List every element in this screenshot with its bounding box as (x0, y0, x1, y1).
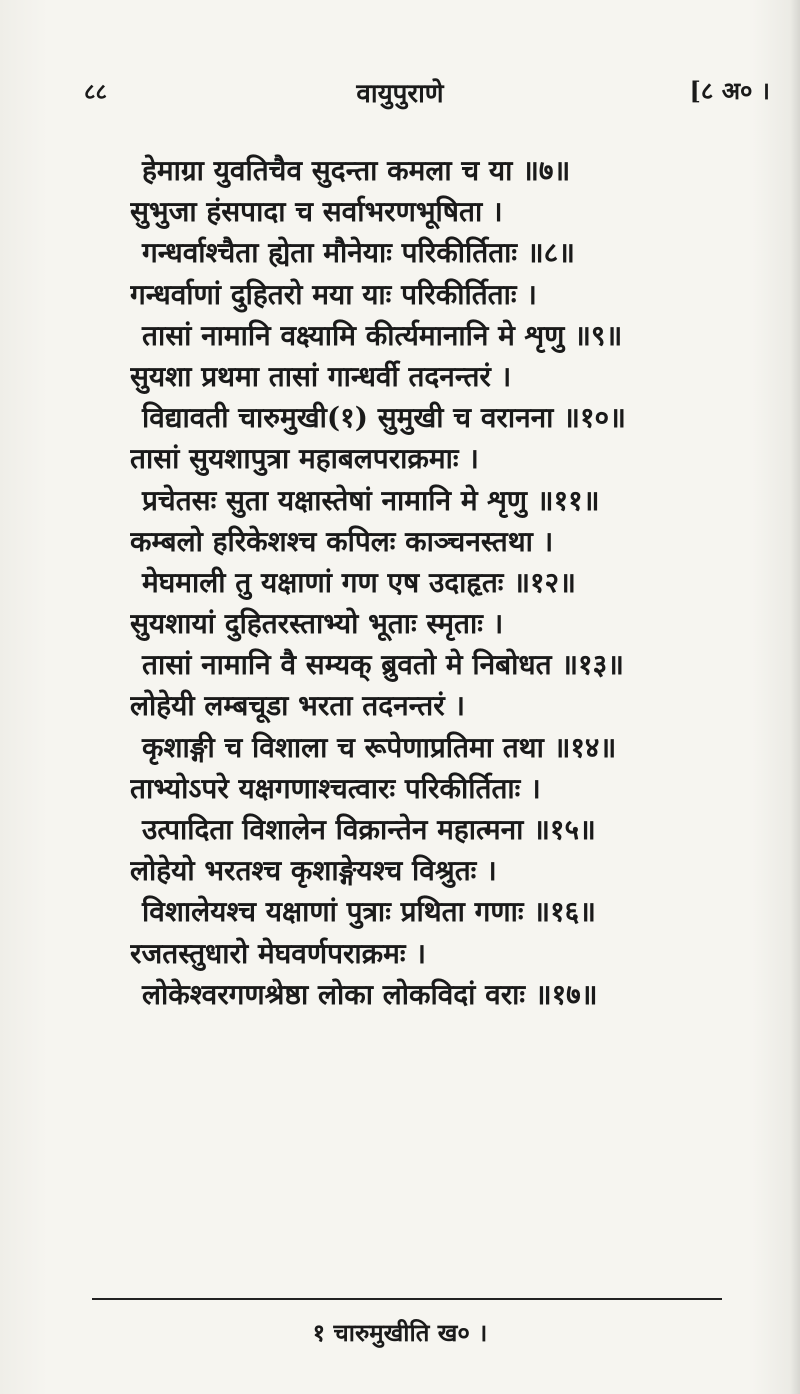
verse-line: लोहेयो भरतश्च कृशाङ्गेयश्च विश्रुतः । (130, 854, 497, 888)
running-title: वायुपुराणे (356, 79, 444, 109)
verse-line: गन्धर्वाश्चैता ह्येता मौनेयाः परिकीर्तिताः ॥८॥ (142, 236, 575, 270)
verse-line: मेघमाली तु यक्षाणां गण एष उदाहृतः ॥१२॥ (142, 565, 576, 599)
verse-line: कृशाङ्गी च विशाला च रूपेणाप्रतिमा तथा ॥१४॥ (142, 730, 617, 764)
footnote-rule (92, 1298, 722, 1300)
verse-line: हेमाग्रा युवतिचैव सुदन्ता कमला च या ॥७॥ (142, 154, 571, 187)
verse-line: सुयशायां दुहितरस्ताभ्यो भूताः स्मृताः । (130, 607, 504, 641)
verse-line: कम्बलो हरिकेशश्च कपिलः काञ्चनस्तथा । (130, 524, 554, 558)
verse-line: विशालेयश्च यक्षाणां पुत्राः प्रथिता गणाः ॥१६॥ (142, 895, 596, 929)
footnote: १ चारुमुखीति ख० । (312, 1318, 488, 1347)
verse-line: रजतस्तुधारो मेघवर्णपराक्रमः । (130, 936, 426, 970)
verse-line: तासां नामानि वै सम्यक् ब्रुवतो मे निबोधत ॥१३॥ (142, 648, 624, 682)
page-edge-shadow (790, 0, 800, 1394)
verse-line: लोकेश्वरगणश्रेष्ठा लोका लोकविदां वराः ॥१७॥ (142, 977, 598, 1011)
verse-line: गन्धर्वाणां दुहितरो मया याः परिकीर्तिताः । (130, 277, 537, 311)
page-header (0, 70, 800, 110)
verse-line: प्रचेतसः सुता यक्षास्तेषां नामानि मे शृणु ॥११॥ (142, 483, 600, 517)
verse-line: ताभ्योऽपरे यक्षगणाश्चत्वारः परिकीर्तिताः । (130, 771, 541, 805)
verse-line: तासां नामानि वक्ष्यामि कीर्त्यमानानि मे शृणु ॥९॥ (142, 318, 623, 352)
verse-line: सुयशा प्रथमा तासां गान्धर्वी तदनन्तरं । (130, 359, 512, 393)
verse-line: लोहेयी लम्बचूडा भरता तदनन्तरं । (130, 689, 466, 723)
verse-line: तासां सुयशापुत्रा महाबलपराक्रमाः । (130, 442, 479, 476)
chapter-reference: [८ अ० । (689, 76, 770, 105)
page-number: ८८ (84, 79, 107, 105)
verse-block (130, 150, 750, 1015)
verse-line: उत्पादिता विशालेन विक्रान्तेन महात्मना ॥१५॥ (142, 813, 596, 846)
verse-line: सुभुजा हंसपादा च सर्वाभरणभूषिता । (130, 195, 503, 229)
verse-line: विद्यावती चारुमुखी(१) सुमुखी च वरानना ॥१०॥ (142, 401, 626, 435)
